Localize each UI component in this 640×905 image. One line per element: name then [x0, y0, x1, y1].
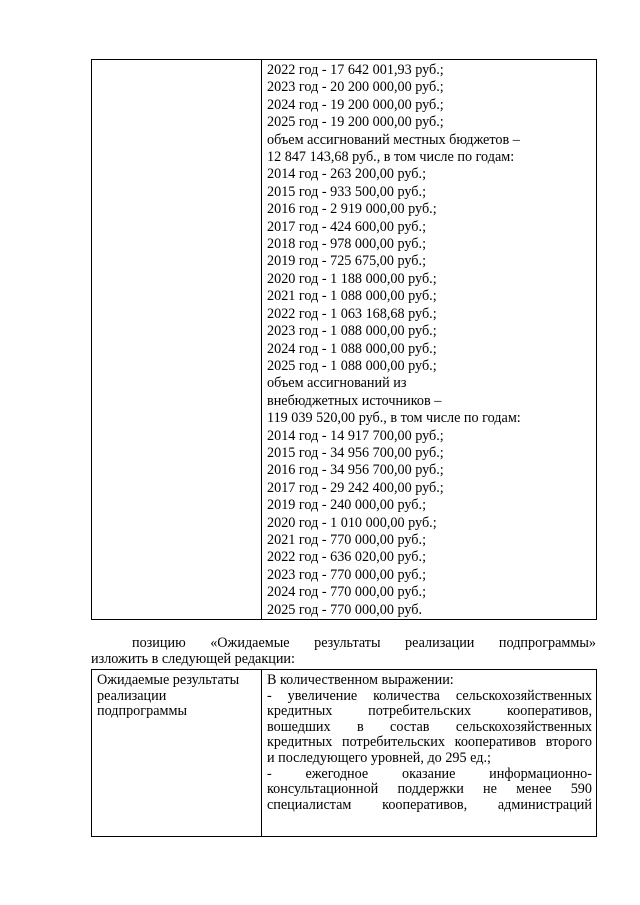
results-content-cell: [262, 670, 597, 837]
results-label-line: подпрограммы: [97, 703, 187, 720]
funding-lines: [267, 62, 592, 619]
funding-line: 2025 год - 770 000,00 руб.: [267, 601, 423, 618]
funding-line: 2016 год - 2 919 000,00 руб.;: [267, 201, 437, 218]
funding-line: 2023 год - 1 088 000,00 руб.;: [267, 323, 437, 340]
funding-line: 2019 год - 725 675,00 руб.;: [267, 253, 427, 270]
funding-line: 2016 год - 34 956 700,00 руб.;: [267, 462, 444, 479]
funding-line: 2020 год - 1 188 000,00 руб.;: [267, 270, 437, 287]
instruction-paragraph: [91, 635, 596, 667]
funding-line: 2017 год - 29 242 400,00 руб.;: [267, 479, 444, 496]
results-content-line: В количественном выражении:: [267, 672, 454, 688]
results-label-cell: [92, 670, 262, 837]
table-cell-empty: [92, 60, 262, 620]
funding-line: 119 039 520,00 руб., в том числе по годам:: [267, 410, 521, 427]
results-content-line: кредитных потребительских кооперативов второго: [267, 734, 592, 751]
funding-line: 2024 год - 770 000,00 руб.;: [267, 584, 427, 601]
funding-table: [91, 59, 597, 620]
funding-line: объем ассигнований местных бюджетов –: [267, 131, 520, 148]
results-content-line: - ежегодное оказание информационно-: [267, 765, 592, 782]
funding-line: 2025 год - 19 200 000,00 руб.;: [267, 114, 444, 131]
funding-line: 2024 год - 1 088 000,00 руб.;: [267, 340, 437, 357]
funding-line: 2024 год - 19 200 000,00 руб.;: [267, 96, 444, 113]
funding-line: 2014 год - 263 200,00 руб.;: [267, 166, 427, 183]
funding-line: 2015 год - 933 500,00 руб.;: [267, 183, 427, 200]
funding-line: 2022 год - 17 642 001,93 руб.;: [267, 62, 444, 78]
results-label: [97, 673, 257, 720]
funding-line: 2019 год - 240 000,00 руб.;: [267, 497, 427, 514]
results-label-line: Ожидаемые результаты: [97, 672, 240, 688]
results-table: [91, 669, 597, 837]
funding-line: 2023 год - 20 200 000,00 руб.;: [267, 79, 444, 96]
results-label-line: реализации: [97, 687, 167, 704]
funding-line: 2017 год - 424 600,00 руб.;: [267, 218, 427, 235]
funding-line: внебюджетных источников –: [267, 392, 442, 409]
funding-line: 2018 год - 978 000,00 руб.;: [267, 236, 427, 253]
funding-line: 2025 год - 1 088 000,00 руб.;: [267, 357, 437, 374]
results-content-line: вошедших в состав сельскохозяйственных: [267, 718, 592, 735]
results-content-line: кредитных потребительских кооперативов,: [267, 703, 592, 720]
paragraph-line-1: позицию «Ожидаемые результаты реализации подпрограммы»: [132, 635, 596, 651]
funding-line: 12 847 143,68 руб., в том числе по годам:: [267, 149, 515, 166]
funding-line: 2021 год - 770 000,00 руб.;: [267, 531, 427, 548]
funding-line: 2021 год - 1 088 000,00 руб.;: [267, 288, 437, 305]
results-content-line: специалистам кооперативов, администраций: [267, 796, 592, 813]
table-row: [92, 60, 597, 620]
funding-line: 2015 год - 34 956 700,00 руб.;: [267, 444, 444, 461]
results-content: [267, 673, 592, 813]
results-content-line: - увеличение количества сельскохозяйственных: [267, 687, 592, 704]
funding-line: объем ассигнований из: [267, 375, 407, 392]
funding-line: 2023 год - 770 000,00 руб.;: [267, 566, 427, 583]
funding-line: 2022 год - 636 020,00 руб.;: [267, 549, 427, 566]
paragraph-line-2: изложить в следующей редакции:: [91, 651, 295, 667]
funding-line: 2014 год - 14 917 700,00 руб.;: [267, 427, 444, 444]
funding-line: 2020 год - 1 010 000,00 руб.;: [267, 514, 437, 531]
results-content-line: и последующего уровней, до 295 ед.;: [267, 749, 491, 766]
funding-cell: [262, 60, 597, 620]
table-row: [92, 670, 597, 837]
results-content-line: консультационной поддержки не менее 590: [267, 781, 592, 798]
funding-line: 2022 год - 1 063 168,68 руб.;: [267, 305, 437, 322]
